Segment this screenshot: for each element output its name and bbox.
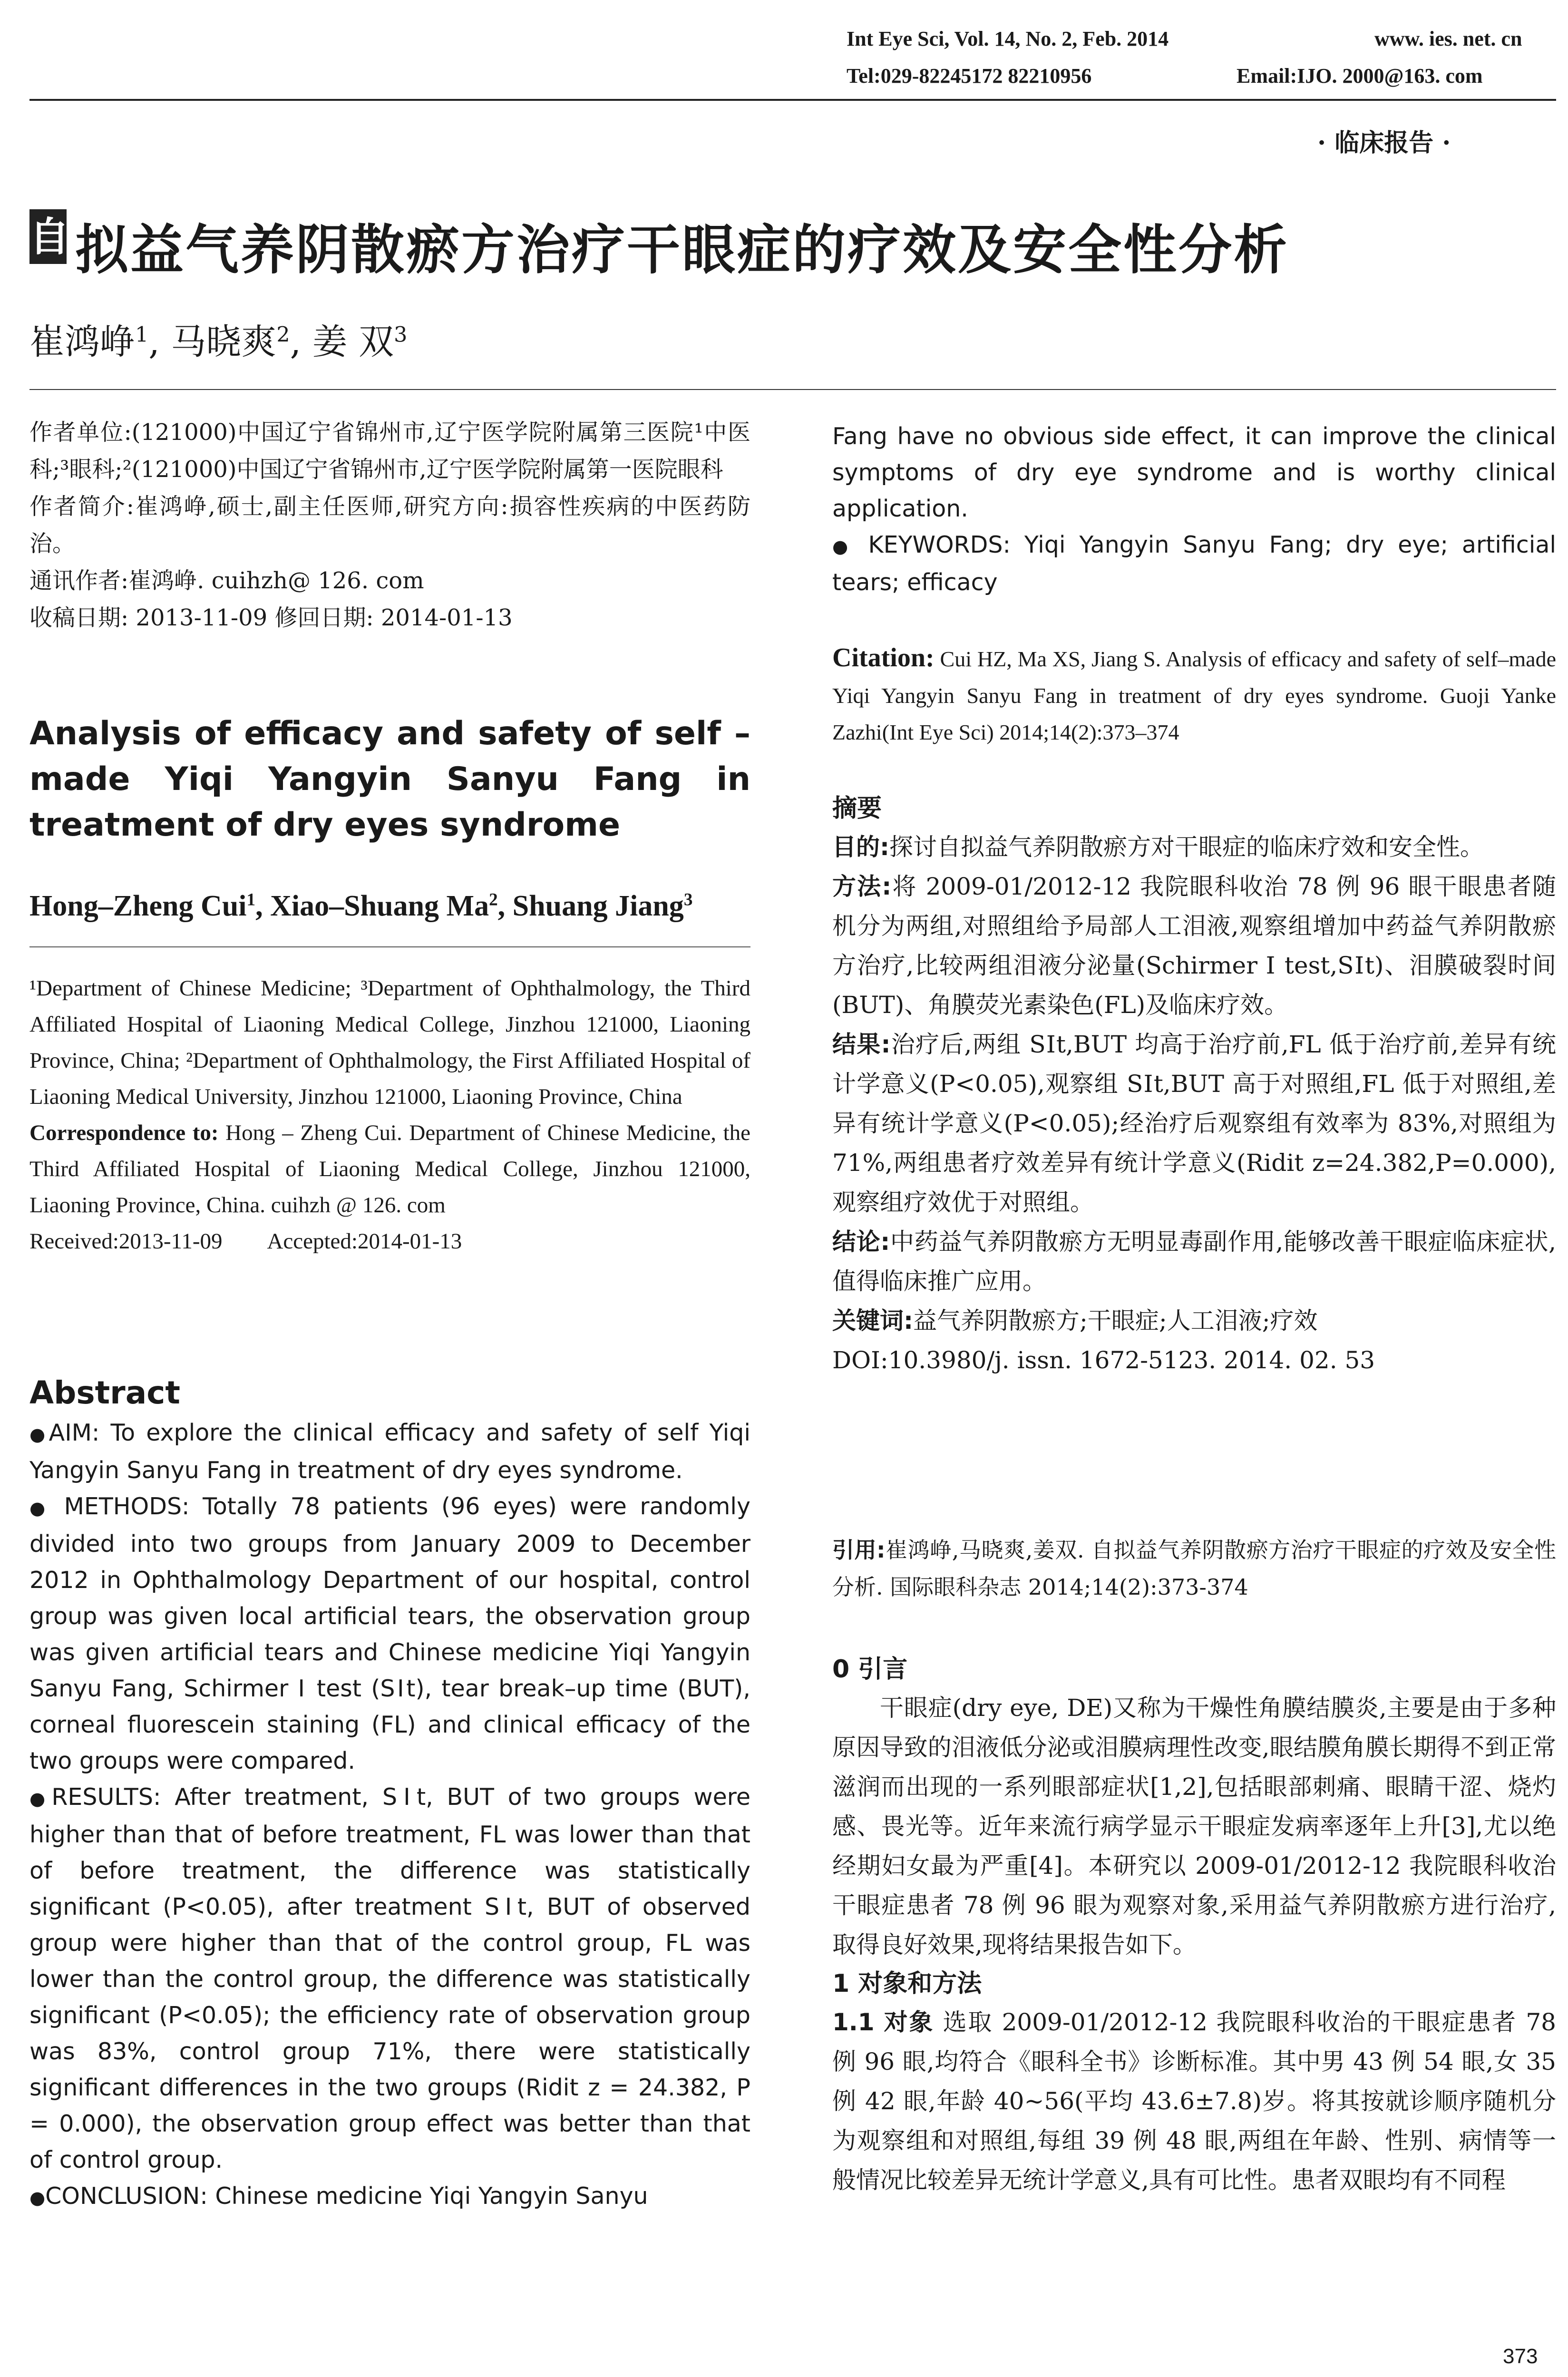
intro-paragraph: 干眼症(dry eye, DE)又称为干燥性角膜结膜炎,主要是由于多种原因导致的泪液低分泌或泪膜病理性改变,眼结膜角膜长期得不到正常滋润而出现的一系列眼部症状[1,2],包括眼部刺痛、眼睛干涩、烧灼感、畏光等。近年来流行病学显示干眼症发病率逐年上升[3],尤以绝经期妇女最为严重[4]。本研究以 2009-01/2012-12 我院眼科收治干眼症患者 78 例 96 眼为观察对象,采用益气养阴散瘀方进行治疗,取得良好效果,现将结果报告如下。: [832, 1694, 1556, 1958]
citation-cn: 引用:崔鸿峥,马晓爽,姜双. 自拟益气养阴散瘀方治疗干眼症的疗效及安全性分析. 国际眼科杂志 2014;14(2):373-374: [832, 1537, 1556, 1600]
affiliation-rule: [29, 946, 750, 947]
author-2: 马晓爽: [171, 321, 277, 362]
abstract-cn-results: 结果:治疗后,两组 SⅠt,BUT 均高于治疗前,FL 低于治疗前,差异有统计学意义(P<0.05),观察组 SⅠt,BUT 高于对照组,FL 低于对照组,差异有统计学意义(P<0.05);经治疗后观察组有效率为 83%,对照组为 71%,两组患者疗效差异有统计学意义(Ridit z=24.382,P=0.000),观察组疗效优于对照组。: [832, 1031, 1556, 1216]
abstract-keywords: ● KEYWORDS: Yiqi Yangyin Sanyu Fang; dry eye; artificial tears; efficacy: [832, 531, 1556, 596]
journal-website[interactable]: www. ies. net. cn: [1374, 27, 1522, 50]
abstract-cn: [832, 789, 1556, 1380]
abstract-cn-heading: 摘要: [832, 794, 882, 823]
abstract-conclusion-end: Fang have no obvious side effect, it can improve the clinical symptoms of dry eye syndrome and is worthy clinical application.: [832, 423, 1556, 522]
abstract-en-continued: [832, 419, 1556, 601]
affiliation: ¹Department of Chinese Medicine; ³Department of Ophthalmology, the Third Affiliated Hospital of Liaoning Medical College, Jinzhou 121000, Liaoning Province, China; ²Department of Ophthalmology, the First Affiliated Hospital of Liaoning Medical University, Jinzhou 121000, Liaoning Province, China: [29, 976, 750, 1109]
correspondence: Correspondence to: Hong – Zheng Cui. Department of Chinese Medicine, the Third Affiliated Hospital of Liaoning Medical College, Jinzhou 121000, Liaoning Province, China. cuihzh @ 126. com: [29, 1120, 750, 1218]
affiliation-en: [29, 970, 750, 1259]
body-text: [832, 1650, 1556, 2200]
abstract-results: ●RESULTS: After treatment, SⅠt, BUT of two groups were higher than that of before treatment, FL was lower than that of before treatment, the difference was statistically significant (P<0.05), after treatment SⅠt, BUT of observed group were higher than that of the control group, FL was lower than the control group, the difference was statistically significant (P<0.05); the efficiency rate of observation group was 83%, control group 71%, there were statistically significant differences in the two groups (Ridit z = 24.382, P = 0.000), the observation group effect was better than that of control group.: [29, 1783, 750, 2173]
abstract-cn-aim: 目的:探讨自拟益气养阴散瘀方对干眼症的临床疗效和安全性。: [832, 833, 1484, 861]
author-bio-cn: 作者简介:崔鸿峥,硕士,副主任医师,研究方向:损容性疾病的中医药防治。: [29, 493, 750, 557]
authors-en: Hong–Zheng Cui$^1$, Xiao–Shuang Ma$^2$, Shuang Jiang$^3$: [29, 890, 693, 922]
page-number: 373: [1503, 2345, 1538, 2368]
journal-info: Int Eye Sci, Vol. 14, No. 2, Feb. 2014: [847, 27, 1169, 50]
abstract-cn-conclusion: 结论:中药益气养阴散瘀方无明显毒副作用,能够改善干眼症临床症状,值得临床推广应用。: [832, 1228, 1556, 1295]
article-title: 拟益气养阴散瘀方治疗干眼症的疗效及安全性分析: [75, 219, 1289, 281]
abstract-conclusion-start: ●CONCLUSION: Chinese medicine Yiqi Yangyin Sanyu: [29, 2182, 648, 2210]
abstract-cn-keywords: 关键词:益气养阴散瘀方;干眼症;人工泪液;疗效: [832, 1307, 1318, 1335]
doi[interactable]: DOI:10.3980/j. issn. 1672-5123. 2014. 02. 53: [832, 1346, 1375, 1374]
section-tag: · 临床报告 ·: [1317, 128, 1451, 157]
corresponding-author-cn: 通讯作者:崔鸿峥. cuihzh@ 126. com: [29, 567, 424, 594]
title-rule: [29, 389, 1556, 390]
authors-cn: 崔鸿峥$^1$, 马晓爽$^2$, 姜 双$^3$: [29, 321, 408, 362]
citation-en: Citation: Cui HZ, Ma XS, Jiang S. Analysis of efficacy and safety of self–made Yiqi Yangyin Sanyu Fang in treatment of dry eyes syndrome. Guoji Yanke Zazhi(Int Eye Sci) 2014;14(2):373–374: [832, 643, 1556, 744]
intro-heading: 0 引言: [832, 1655, 908, 1684]
dates-en: Received:2013-11-09 Accepted:2014-01-13: [29, 1229, 462, 1254]
abstract-heading: Abstract: [29, 1374, 180, 1411]
abstract-en: [29, 1415, 750, 2216]
author-info-cn: [29, 414, 750, 636]
title-mark: 自: [29, 209, 67, 264]
journal-email[interactable]: Email:IJO. 2000@163. com: [1237, 64, 1483, 88]
english-title: Analysis of efficacy and safety of self – made Yiqi Yangyin Sanyu Fang in treatment of dry eyes syndrome: [29, 715, 750, 844]
author-1: 崔鸿峥: [29, 321, 135, 362]
dates-cn: 收稿日期: 2013-11-09 修回日期: 2014-01-13: [29, 604, 513, 631]
methods-heading: 1 对象和方法: [832, 1969, 982, 1998]
subjects-paragraph: 1.1 对象 选取 2009-01/2012-12 我院眼科收治的干眼症患者 78 例 96 眼,均符合《眼科全书》诊断标准。其中男 43 例 54 眼,女 35 例 42 眼,年龄 40~56(平均 43.6±7.8)岁。将其按就诊顺序随机分为观察组和对照组,每组 39 例 48 眼,两组在年龄、性别、病情等一般情况比较差异无统计学意义,具有可比性。患者双眼均有不同程: [832, 2008, 1556, 2194]
journal-phone: Tel:029-82245172 82210956: [847, 64, 1092, 88]
header-rule: [29, 99, 1556, 101]
abstract-methods: ● METHODS: Totally 78 patients (96 eyes) were randomly divided into two groups from January 2009 to December 2012 in Ophthalmology Department of our hospital, control group was given local artificial tears, the observation group was given artificial tears and Chinese medicine Yiqi Yangyin Sanyu Fang, Schirmer Ⅰ test (SⅠt), tear break–up time (BUT), corneal fluorescein staining (FL) and clinical efficacy of the two groups were compared.: [29, 1493, 751, 1774]
abstract-aim: ●AIM: To explore the clinical efficacy and safety of self Yiqi Yangyin Sanyu Fang in treatment of dry eyes syndrome.: [29, 1419, 750, 1484]
author-3: 姜 双: [312, 321, 394, 362]
author-affiliation-cn: 作者单位:(121000)中国辽宁省锦州市,辽宁医学院附属第三医院¹中医科;³眼科;²(121000)中国辽宁省锦州市,辽宁医学院附属第一医院眼科: [29, 419, 750, 483]
abstract-cn-methods: 方法:将 2009-01/2012-12 我院眼科收治 78 例 96 眼干眼患者随机分为两组,对照组给予局部人工泪液,观察组增加中药益气养阴散瘀方治疗,比较两组泪液分泌量(Schirmer Ⅰ test,SⅠt)、泪膜破裂时间(BUT)、角膜荧光素染色(FL)及临床疗效。: [832, 873, 1557, 1019]
